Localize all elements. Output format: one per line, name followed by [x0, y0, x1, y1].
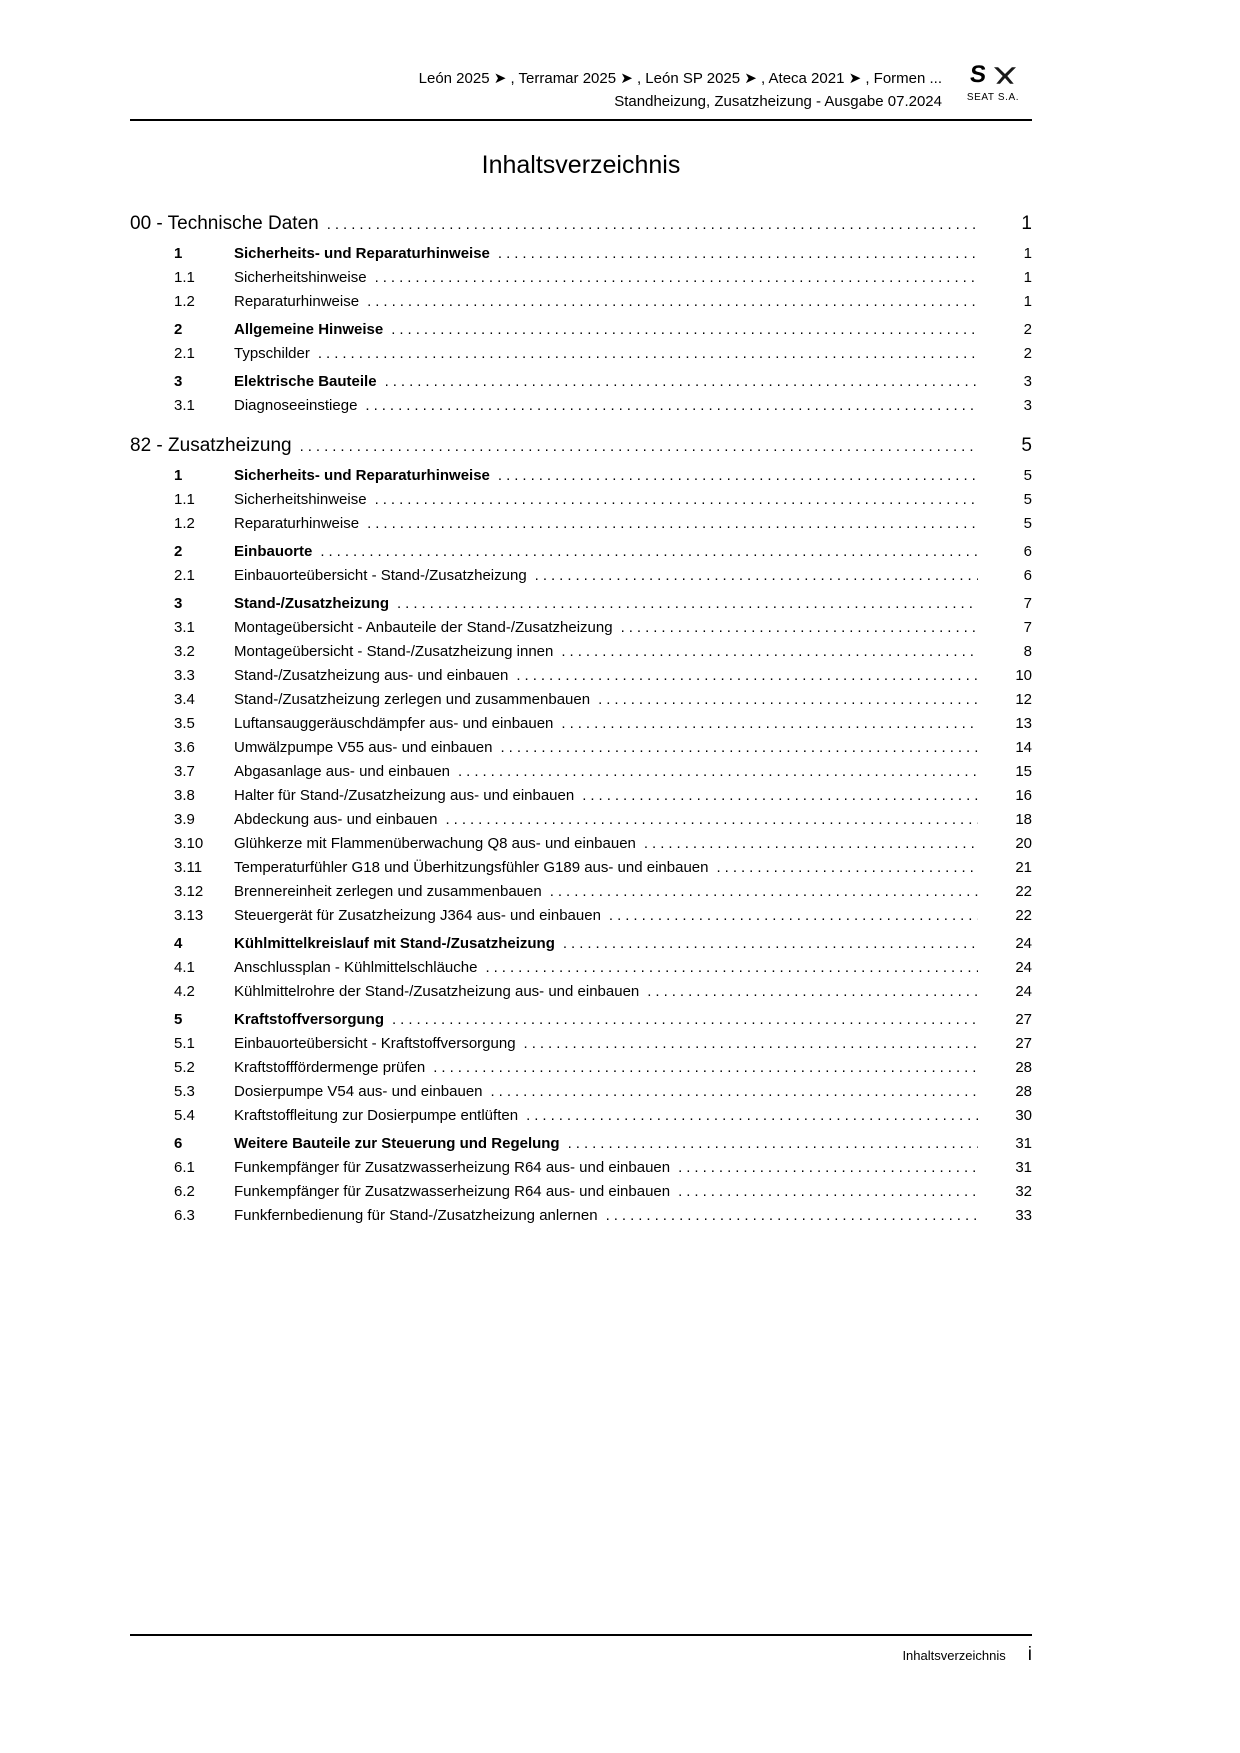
entry-page: 21	[1015, 859, 1032, 876]
entry-label: Anschlussplan - Kühlmittelschläuche	[234, 959, 478, 976]
dot-leader	[644, 832, 978, 856]
dot-leader	[498, 242, 978, 266]
dot-leader	[563, 932, 978, 956]
toc-entry[interactable]	[130, 880, 1032, 904]
entry-number: 1.2	[174, 293, 195, 310]
brand-block	[954, 62, 1032, 103]
entry-number: 1.1	[174, 491, 195, 508]
toc-entry[interactable]	[130, 760, 1032, 784]
entry-number: 4	[174, 935, 183, 952]
toc	[0, 210, 1240, 1228]
entry-page: 33	[1015, 1207, 1032, 1224]
dot-leader	[609, 904, 978, 928]
entry-label: Weitere Bauteile zur Steuerung und Regelung	[234, 1135, 560, 1152]
section-entries	[130, 464, 1032, 1228]
toc-entry[interactable]	[130, 832, 1032, 856]
toc-entry[interactable]	[130, 592, 1032, 616]
toc-entry[interactable]	[130, 1104, 1032, 1128]
entry-number: 3.12	[174, 883, 204, 900]
toc-section	[130, 210, 1032, 418]
entry-number: 1	[174, 245, 183, 262]
seat-logo-icon: S	[968, 61, 988, 88]
entry-number: 5.1	[174, 1035, 195, 1052]
entry-label: Brennereinheit zerlegen und zusammenbauen	[234, 883, 542, 900]
entry-number: 2	[174, 321, 183, 338]
dot-leader	[582, 784, 978, 808]
entry-number: 3.13	[174, 907, 204, 924]
dot-leader	[433, 1056, 978, 1080]
dot-leader	[458, 760, 978, 784]
toc-entry[interactable]	[130, 1180, 1032, 1204]
entry-label: Sicherheitshinweise	[234, 491, 367, 508]
dot-leader	[716, 856, 978, 880]
entry-page: 5	[1023, 491, 1032, 508]
toc-entry[interactable]	[130, 664, 1032, 688]
toc-entry[interactable]	[130, 1032, 1032, 1056]
toc-entry[interactable]	[130, 318, 1032, 342]
entry-number: 3.7	[174, 763, 195, 780]
entry-label: Allgemeine Hinweise	[234, 321, 384, 338]
toc-entry[interactable]	[130, 808, 1032, 832]
entry-label: Kühlmittelkreislauf mit Stand-/Zusatzheizung	[234, 935, 555, 952]
toc-entry[interactable]	[130, 342, 1032, 366]
entry-label: Temperaturfühler G18 und Überhitzungsfühler G189 aus- und einbauen	[234, 859, 709, 876]
toc-entry[interactable]	[130, 1056, 1032, 1080]
section-entries	[130, 242, 1032, 418]
entry-label: Stand-/Zusatzheizung	[234, 595, 389, 612]
footer-page-number: i	[1027, 1644, 1032, 1665]
entry-page: 3	[1023, 373, 1032, 390]
cupra-logo-icon	[994, 66, 1016, 85]
entry-number: 3.10	[174, 835, 204, 852]
entry-number: 4.1	[174, 959, 195, 976]
entry-page: 24	[1015, 935, 1032, 952]
toc-entry[interactable]	[130, 564, 1032, 588]
entry-page: 1	[1023, 269, 1032, 286]
toc-entry[interactable]	[130, 488, 1032, 512]
toc-section-header[interactable]	[130, 432, 1032, 460]
entry-page: 28	[1015, 1083, 1032, 1100]
entry-label: Funkempfänger für Zusatzwasserheizung R64 aus- und einbauen	[234, 1183, 671, 1200]
entry-number: 3.2	[174, 643, 195, 660]
toc-entry[interactable]	[130, 856, 1032, 880]
entry-number: 3.5	[174, 715, 195, 732]
entry-number: 3.11	[174, 859, 203, 876]
entry-label: Typschilder	[234, 345, 310, 362]
toc-entry[interactable]	[130, 980, 1032, 1004]
entry-page: 31	[1015, 1135, 1032, 1152]
entry-label: Stand-/Zusatzheizung aus- und einbauen	[234, 667, 509, 684]
dot-leader	[535, 564, 978, 588]
entry-number: 5.3	[174, 1083, 195, 1100]
entry-label: Luftansauggeräuschdämpfer aus- und einbauen	[234, 715, 554, 732]
entry-number: 3.1	[174, 397, 195, 414]
entry-page: 8	[1023, 643, 1032, 660]
entry-number: 4.2	[174, 983, 195, 1000]
entry-page: 15	[1015, 763, 1032, 780]
dot-leader	[678, 1180, 978, 1204]
brand-logos	[954, 62, 1032, 88]
dot-leader	[526, 1104, 978, 1128]
dot-leader	[516, 664, 978, 688]
entry-number: 3.4	[174, 691, 195, 708]
entry-label: Diagnoseeinstiege	[234, 397, 358, 414]
entry-page: 24	[1015, 983, 1032, 1000]
entry-number: 1	[174, 467, 183, 484]
entry-label: Einbauorte	[234, 543, 313, 560]
toc-entry[interactable]	[130, 464, 1032, 488]
dot-leader	[367, 512, 978, 536]
entry-label: Abdeckung aus- und einbauen	[234, 811, 438, 828]
entry-number: 2.1	[174, 567, 195, 584]
dot-leader	[365, 394, 978, 418]
document-header	[0, 0, 1240, 121]
section-page: 1	[1021, 213, 1032, 234]
toc-entry[interactable]	[130, 956, 1032, 980]
entry-page: 5	[1023, 515, 1032, 532]
entry-page: 13	[1015, 715, 1032, 732]
toc-entry[interactable]	[130, 512, 1032, 536]
header-text-block	[130, 62, 942, 111]
entry-label: Reparaturhinweise	[234, 515, 360, 532]
entry-page: 30	[1015, 1107, 1032, 1124]
entry-page: 28	[1015, 1059, 1032, 1076]
entry-page: 32	[1015, 1183, 1032, 1200]
entry-label: Einbauorteübersicht - Kraftstoffversorgung	[234, 1035, 516, 1052]
dot-leader	[501, 736, 979, 760]
entry-label: Montageübersicht - Anbauteile der Stand-/Zusatzheizung	[234, 619, 613, 636]
toc-entry[interactable]	[130, 1132, 1032, 1156]
toc-entry[interactable]	[130, 932, 1032, 956]
entry-page: 27	[1015, 1035, 1032, 1052]
entry-page: 24	[1015, 959, 1032, 976]
entry-label: Steuergerät für Zusatzheizung J364 aus- und einbauen	[234, 907, 601, 924]
toc-entry[interactable]	[130, 1008, 1032, 1032]
entry-page: 22	[1015, 883, 1032, 900]
toc-entry[interactable]	[130, 394, 1032, 418]
dot-leader	[598, 688, 978, 712]
entry-label: Halter für Stand-/Zusatzheizung aus- und einbauen	[234, 787, 575, 804]
entry-page: 1	[1023, 245, 1032, 262]
entry-label: Kühlmittelrohre der Stand-/Zusatzheizung aus- und einbauen	[234, 983, 640, 1000]
entry-number: 3.3	[174, 667, 195, 684]
entry-label: Umwälzpumpe V55 aus- und einbauen	[234, 739, 493, 756]
entry-page: 7	[1023, 595, 1032, 612]
entry-page: 16	[1015, 787, 1032, 804]
entry-number: 6.1	[174, 1159, 195, 1176]
entry-number: 6	[174, 1135, 183, 1152]
section-title: 82 - Zusatzheizung	[130, 435, 292, 456]
toc-entry[interactable]	[130, 266, 1032, 290]
entry-label: Glühkerze mit Flammenüberwachung Q8 aus- und einbauen	[234, 835, 636, 852]
entry-page: 3	[1023, 397, 1032, 414]
dot-leader	[606, 1204, 978, 1228]
dot-leader	[491, 1080, 978, 1104]
toc-entry[interactable]	[130, 712, 1032, 736]
brand-company-name: SEAT S.A.	[966, 92, 1020, 103]
toc-entry[interactable]	[130, 904, 1032, 928]
dot-leader	[524, 1032, 978, 1056]
dot-leader	[367, 290, 978, 314]
entry-label: Sicherheits- und Reparaturhinweise	[234, 245, 490, 262]
entry-page: 31	[1015, 1159, 1032, 1176]
dot-leader	[621, 616, 978, 640]
header-document-title: Standheizung, Zusatzheizung - Ausgabe 07.2024	[614, 93, 942, 110]
section-page: 5	[1021, 435, 1032, 456]
dot-leader	[375, 488, 978, 512]
entry-label: Kraftstoffleitung zur Dosierpumpe entlüften	[234, 1107, 519, 1124]
page-title: Inhaltsverzeichnis	[481, 151, 681, 179]
document-footer	[130, 1634, 1032, 1666]
dot-leader	[391, 318, 978, 342]
toc-entry[interactable]	[130, 640, 1032, 664]
entry-page: 6	[1023, 567, 1032, 584]
entry-page: 27	[1015, 1011, 1032, 1028]
toc-entry[interactable]	[130, 1156, 1032, 1180]
entry-page: 2	[1023, 321, 1032, 338]
entry-number: 6.2	[174, 1183, 195, 1200]
entry-page: 14	[1015, 739, 1032, 756]
dot-leader	[678, 1156, 978, 1180]
toc-entry[interactable]	[130, 1204, 1032, 1228]
entry-page: 7	[1023, 619, 1032, 636]
entry-page: 1	[1023, 293, 1032, 310]
section-title: 00 - Technische Daten	[130, 213, 319, 234]
dot-leader	[485, 956, 978, 980]
toc-entry[interactable]	[130, 540, 1032, 564]
dot-leader	[561, 640, 978, 664]
entry-label: Dosierpumpe V54 aus- und einbauen	[234, 1083, 483, 1100]
entry-label: Kraftstofffördermenge prüfen	[234, 1059, 426, 1076]
entry-number: 5.2	[174, 1059, 195, 1076]
toc-entry[interactable]	[130, 736, 1032, 760]
footer-label: Inhaltsverzeichnis	[902, 1648, 1006, 1663]
entry-number: 5	[174, 1011, 183, 1028]
dot-leader	[385, 370, 978, 394]
toc-entry[interactable]	[130, 688, 1032, 712]
entry-number: 2.1	[174, 345, 195, 362]
dot-leader	[647, 980, 978, 1004]
dot-leader	[392, 1008, 978, 1032]
toc-entry[interactable]	[130, 242, 1032, 266]
entry-label: Montageübersicht - Stand-/Zusatzheizung innen	[234, 643, 554, 660]
dot-leader	[327, 211, 978, 238]
entry-label: Abgasanlage aus- und einbauen	[234, 763, 451, 780]
entry-number: 5.4	[174, 1107, 195, 1124]
entry-number: 3	[174, 373, 183, 390]
entry-number: 2	[174, 543, 183, 560]
entry-number: 3.9	[174, 811, 195, 828]
dot-leader	[397, 592, 978, 616]
entry-number: 1.1	[174, 269, 195, 286]
entry-page: 12	[1015, 691, 1032, 708]
entry-page: 18	[1015, 811, 1032, 828]
entry-page: 6	[1023, 543, 1032, 560]
dot-leader	[550, 880, 978, 904]
entry-number: 3.8	[174, 787, 195, 804]
entry-number: 3.6	[174, 739, 195, 756]
dot-leader	[568, 1132, 978, 1156]
entry-label: Reparaturhinweise	[234, 293, 360, 310]
entry-page: 20	[1015, 835, 1032, 852]
entry-label: Einbauorteübersicht - Stand-/Zusatzheizung	[234, 567, 527, 584]
toc-entry[interactable]	[130, 1080, 1032, 1104]
entry-label: Elektrische Bauteile	[234, 373, 377, 390]
dot-leader	[498, 464, 978, 488]
header-divider	[130, 119, 1032, 121]
dot-leader	[561, 712, 978, 736]
dot-leader	[318, 342, 978, 366]
dot-leader	[300, 433, 978, 460]
entry-page: 22	[1015, 907, 1032, 924]
entry-page: 2	[1023, 345, 1032, 362]
dot-leader	[446, 808, 979, 832]
entry-number: 3.1	[174, 619, 195, 636]
dot-leader	[320, 540, 978, 564]
entry-label: Funkempfänger für Zusatzwasserheizung R64 aus- und einbauen	[234, 1159, 671, 1176]
entry-label: Sicherheits- und Reparaturhinweise	[234, 467, 490, 484]
toc-entry[interactable]	[130, 616, 1032, 640]
header-model-list: León 2025 ➤ , Terramar 2025 ➤ , León SP 2025 ➤ , Ateca 2021 ➤ , Formen ...	[418, 70, 942, 87]
entry-label: Sicherheitshinweise	[234, 269, 367, 286]
entry-label: Funkfernbedienung für Stand-/Zusatzheizung anlernen	[234, 1207, 598, 1224]
entry-number: 6.3	[174, 1207, 195, 1224]
toc-section-header[interactable]	[130, 210, 1032, 238]
entry-page: 5	[1023, 467, 1032, 484]
entry-label: Stand-/Zusatzheizung zerlegen und zusammenbauen	[234, 691, 591, 708]
toc-entry[interactable]	[130, 290, 1032, 314]
entry-page: 10	[1015, 667, 1032, 684]
entry-label: Kraftstoffversorgung	[234, 1011, 385, 1028]
entry-number: 1.2	[174, 515, 195, 532]
toc-section	[130, 432, 1032, 1228]
toc-entry[interactable]	[130, 370, 1032, 394]
entry-number: 3	[174, 595, 183, 612]
dot-leader	[375, 266, 978, 290]
toc-entry[interactable]	[130, 784, 1032, 808]
